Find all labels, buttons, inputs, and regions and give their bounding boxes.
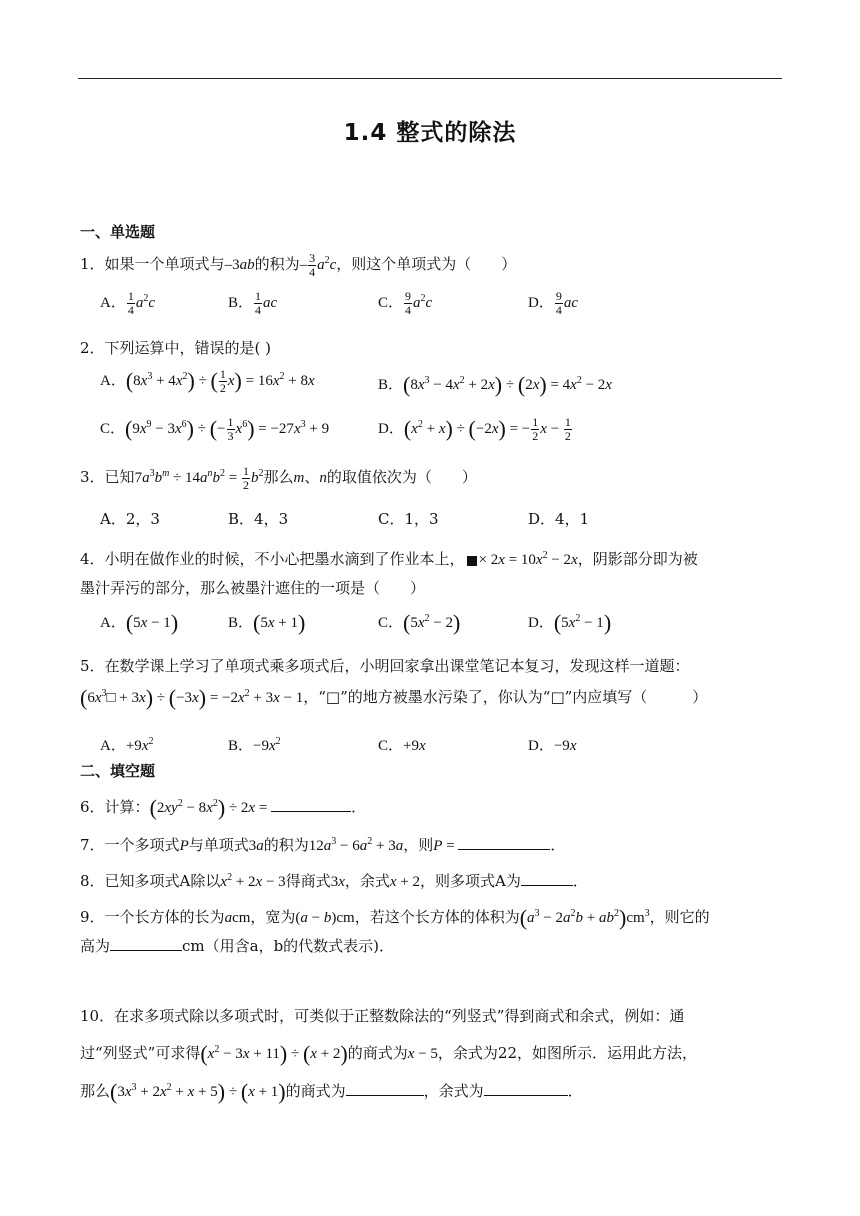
q5-option-b[interactable]: B．$-9x^2$ — [228, 736, 281, 754]
q1-option-a[interactable]: A． $\frac{1}{4}$ $a^2c$ — [100, 289, 156, 317]
question-8: 8．已知多项式A除以$x^2 + 2x - 3$得商式3x，余式x + 2，则多项式A为 ． — [80, 872, 588, 890]
q2-option-c[interactable]: C．$(9x^9 - 3x^6)$ ÷ (− $\frac{1}{3}$ $x^6) = -27x^3 + 9$ — [100, 415, 330, 444]
question-3: 3．已知$7a^3b^m \div 14a^nb^2$ = $\frac{1}{2}$ $b^2$那么m、n的取值依次为（ ） — [80, 464, 477, 493]
q4-option-d[interactable]: D．$(5x^2 - 1)$ — [528, 610, 612, 635]
q5-option-c[interactable]: C．+9x — [378, 738, 426, 754]
q7-answer-blank[interactable] — [458, 835, 550, 850]
q10-quotient-blank[interactable] — [346, 1081, 424, 1096]
q4-option-b[interactable]: B．(5x + 1) — [228, 610, 306, 635]
question-7: 7．一个多项式P与单项式3a的积为$12a^3 - 6a^2 + 3a$，则P = ． — [80, 836, 566, 854]
section-single-choice: 一、单选题 — [80, 223, 156, 241]
q1-option-c[interactable]: C． $\frac{9}{4}$ $a^2c$ — [378, 289, 433, 317]
q10-remainder-blank[interactable] — [484, 1081, 568, 1096]
q4-option-c[interactable]: C．$(5x^2 - 2)$ — [378, 610, 461, 635]
q3-option-c[interactable]: C．1，3 — [378, 510, 439, 528]
question-2: 2．下列运算中，错误的是( ) — [80, 339, 272, 357]
q5-option-a[interactable]: A．$+9x^2$ — [100, 736, 154, 754]
question-10: 10．在求多项式除以多项式时，可类似于正整数除法的“列竖式”得到商式和余式，例如：通 过“列竖式”可求得$(x^2 - 3x + 11) \div (x + 2)$的商式为x − 5，余式为22，如图所示．运用此方法， 那么$(3x^3 + 2x^2 + x + 5) \div (x + 1)$的商式为 ，余式为 ． — [80, 1007, 697, 1104]
q1-option-d[interactable]: D． $\frac{9}{4}$ ac — [528, 289, 579, 317]
q2-option-a[interactable]: A．$(8x^3 + 4x^2)$ ÷ ( $\frac{1}{2}$ $x) = 16x^2 + 8x$ — [100, 367, 315, 396]
q9-answer-blank[interactable] — [110, 936, 182, 951]
q8-answer-blank[interactable] — [521, 871, 573, 886]
question-6: 6．计算：$(2xy^2 - 8x^2) \div 2x$ = ． — [80, 795, 367, 820]
question-1: 1．如果一个单项式与–3ab的积为– $\frac{3}{4}$ $a^2c$，则这个单项式为（ ） — [80, 251, 517, 280]
q3-option-d[interactable]: D．4，1 — [528, 510, 590, 528]
question-4: 4．小明在做作业的时候，不小心把墨水滴到了作业本上， × $2x = 10x^2 - 2x$，阴影部分即为被 墨汁弄污的部分，那么被墨汁遮住的一项是（ ） — [80, 550, 698, 597]
q4-option-a[interactable]: A．(5x − 1) — [100, 610, 179, 635]
q5-option-d[interactable]: D．−9x — [528, 738, 577, 754]
q2-option-d[interactable]: D．$(x^2 + x) \div (-2x)$ = − $\frac{1}{2}$ x − $\frac{1}{2}$ — [378, 415, 571, 444]
page-title: 1.4 整式的除法 — [343, 120, 517, 146]
q6-answer-blank[interactable] — [271, 797, 351, 812]
header-rule — [78, 78, 782, 79]
q3-option-b[interactable]: B．4，3 — [228, 510, 289, 528]
question-5: 5．在数学课上学习了单项式乘多项式后，小明回家拿出课堂笔记本复习，发现这样一道题： $(6x^3□ + 3x) \div (-3x) = -2x^2 + 3x - 1$，“□”的地方被墨水污染了，你认为“□”内应填写（ ） — [80, 657, 708, 710]
section-fill-blank: 二、填空题 — [80, 762, 156, 780]
q1-option-b[interactable]: B． $\frac{1}{4}$ ac — [228, 289, 278, 317]
q3-option-a[interactable]: A．2，3 — [100, 510, 160, 528]
question-9: 9．一个长方体的长为acm，宽为(a − b)cm，若这个长方体的体积为$(a^3 - 2a^2b + ab^2)cm^3$，则它的 高为 cm（用含a，b的代数式表示)． — [80, 905, 710, 955]
ink-blot-icon — [467, 556, 477, 566]
q2-option-b[interactable]: B．$(8x^3 - 4x^2 + 2x) \div (2x) = 4x^2 - 2x$ — [378, 372, 612, 397]
